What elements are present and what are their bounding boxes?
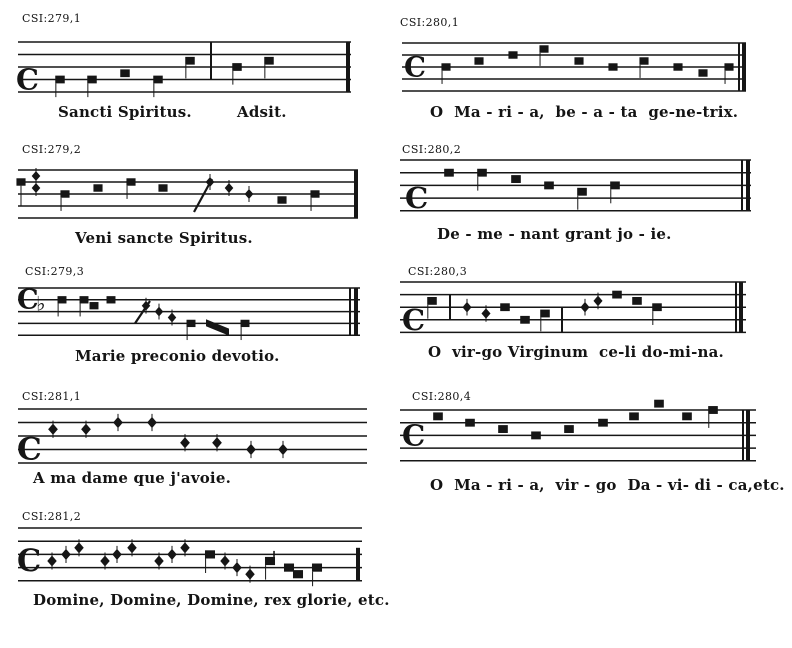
- square-note: [508, 51, 517, 58]
- c-clef: C: [17, 543, 42, 579]
- square-note: [652, 303, 662, 311]
- square-note: [284, 564, 294, 572]
- lyric-text: Domine, Domine, Domine, rex glorie, etc.: [33, 591, 390, 609]
- lyric-text: Veni sancte Spiritus.: [75, 229, 253, 247]
- square-note: [544, 181, 554, 189]
- square-note: [682, 412, 692, 420]
- c-clef: C: [16, 62, 39, 97]
- square-note: [90, 302, 99, 309]
- square-note: [598, 419, 608, 427]
- square-note: [708, 406, 718, 414]
- oblique-neume: [206, 319, 229, 335]
- square-note: [158, 184, 167, 191]
- c-clef: C: [402, 302, 426, 337]
- c-clef: C: [17, 431, 42, 468]
- square-note: [539, 45, 548, 52]
- square-note: [574, 57, 583, 64]
- square-note: [564, 425, 574, 433]
- music-system: [400, 400, 756, 461]
- square-note: [264, 57, 274, 65]
- square-note: [698, 69, 707, 76]
- square-note: [654, 400, 664, 408]
- square-note: [310, 190, 319, 197]
- square-note: [498, 425, 508, 433]
- square-note: [511, 175, 521, 183]
- square-note: [55, 76, 65, 84]
- flat-icon: ♭: [36, 291, 46, 316]
- square-note: [724, 63, 733, 70]
- lyric-text: Marie preconio devotio.: [75, 347, 280, 365]
- square-note: [265, 557, 275, 565]
- square-note: [241, 320, 250, 327]
- square-note: [477, 169, 487, 177]
- square-note: [312, 564, 322, 572]
- lyric-text: O vir-go Virginum ce-li do-mi-na.: [428, 343, 724, 361]
- square-note: [185, 57, 195, 65]
- music-system: [17, 409, 367, 468]
- music-system: [17, 528, 362, 586]
- square-note: [608, 63, 617, 70]
- square-note: [120, 69, 130, 77]
- square-note: [531, 431, 541, 439]
- square-note: [632, 297, 642, 305]
- c-clef: C: [404, 50, 426, 84]
- c-clef: C: [17, 284, 39, 316]
- csi-label: CSI:279,3: [25, 265, 85, 278]
- square-note: [427, 297, 437, 305]
- square-note: [126, 178, 135, 185]
- square-note: [58, 296, 67, 303]
- square-note: [612, 291, 622, 299]
- square-note: [520, 316, 530, 324]
- square-note: [433, 412, 443, 420]
- csi-label: CSI:280,2: [402, 143, 462, 156]
- square-note: [610, 181, 620, 189]
- music-system: [400, 160, 751, 215]
- lyric-text: De - me - nant grant jo - ie.: [437, 225, 672, 243]
- square-note: [205, 550, 215, 558]
- square-note: [444, 169, 454, 177]
- square-note: [107, 296, 116, 303]
- lyric-text: Adsit.: [237, 103, 287, 121]
- csi-label: CSI:281,1: [22, 390, 82, 403]
- square-note: [441, 63, 450, 70]
- lyric-text: A ma dame que j'avoie.: [33, 469, 232, 487]
- square-note: [93, 184, 102, 191]
- square-note: [577, 188, 587, 196]
- square-note: [16, 178, 25, 185]
- lyric-text: O Ma - ri - a, be - a - ta ge-ne-trix.: [430, 103, 739, 121]
- lyric-text: Sancti Spiritus.: [58, 103, 192, 121]
- music-system: [16, 42, 351, 97]
- square-note: [465, 419, 475, 427]
- csi-label: CSI:280,3: [408, 265, 468, 278]
- music-system: [400, 282, 746, 337]
- music-system: [17, 284, 360, 340]
- csi-label: CSI:279,1: [22, 12, 82, 25]
- square-note: [60, 190, 69, 197]
- csi-label: CSI:280,4: [412, 390, 472, 403]
- square-note: [153, 76, 163, 84]
- square-note: [293, 570, 303, 578]
- c-clef: C: [402, 418, 426, 453]
- csi-label: CSI:279,2: [22, 143, 82, 156]
- square-note: [540, 310, 550, 318]
- lyric-text: O Ma - ri - a, vir - go Da - vi- di - ca,etc.: [430, 476, 785, 494]
- square-note: [474, 57, 483, 64]
- music-system: [16, 168, 358, 218]
- square-note: [277, 196, 286, 203]
- square-note: [232, 63, 242, 71]
- c-clef: C: [405, 181, 429, 216]
- square-note: [639, 57, 648, 64]
- square-note: [87, 76, 97, 84]
- square-note: [629, 412, 639, 420]
- csi-label: CSI:281,2: [22, 510, 82, 523]
- square-note: [500, 303, 510, 311]
- music-system: [402, 43, 746, 91]
- square-note: [187, 320, 196, 327]
- square-note: [673, 63, 682, 70]
- csi-label: CSI:280,1: [400, 16, 460, 29]
- square-note: [80, 296, 89, 303]
